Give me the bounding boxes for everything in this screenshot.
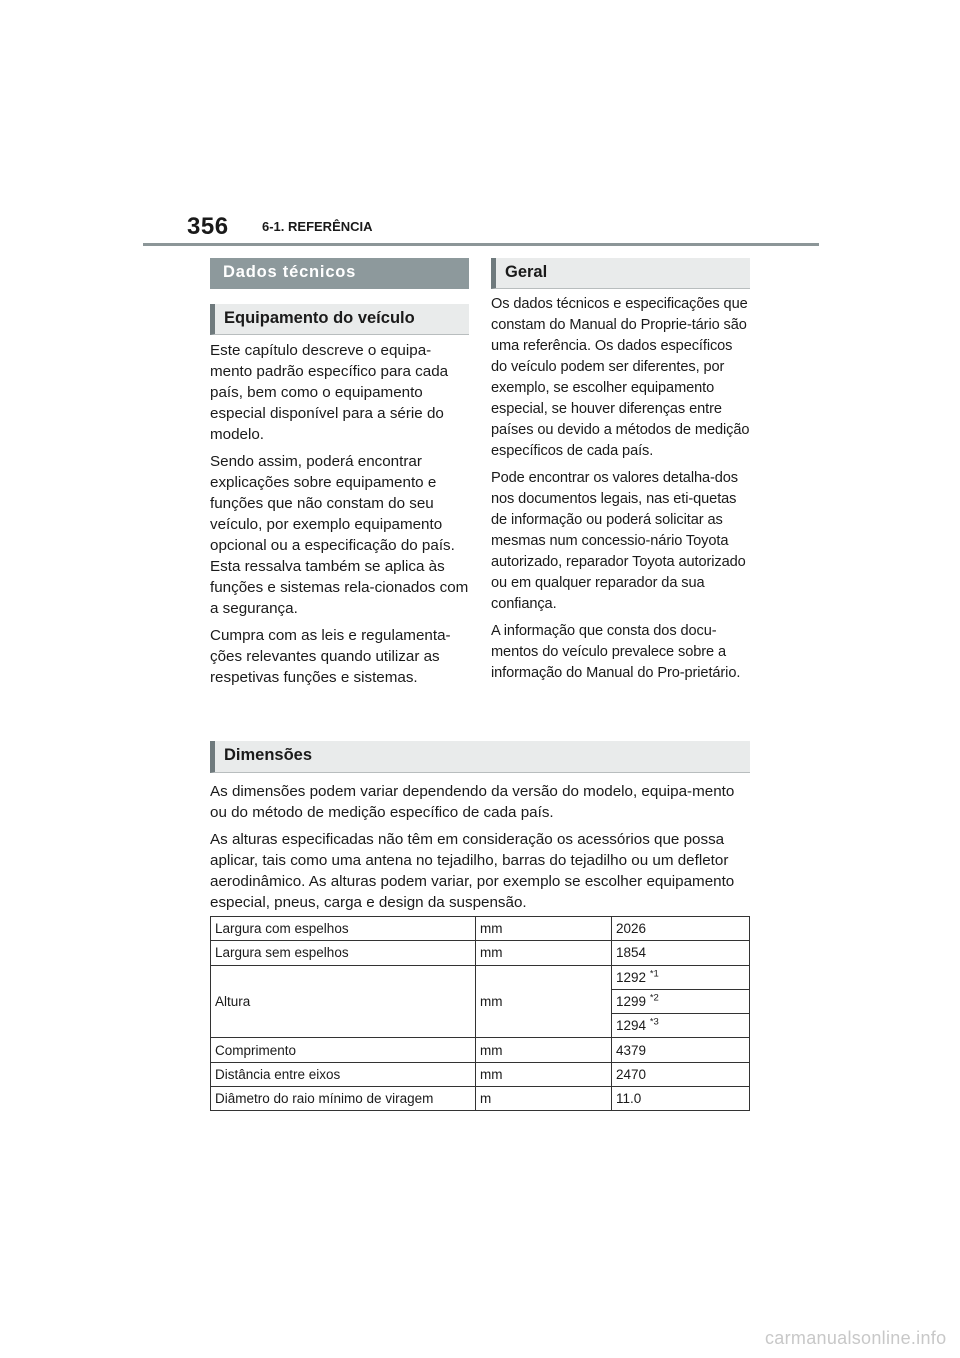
row-value bbox=[612, 989, 750, 1013]
row-value: 2470 bbox=[612, 1062, 750, 1086]
row-unit: mm bbox=[476, 965, 612, 1038]
row-unit: m bbox=[476, 1087, 612, 1111]
header-rule bbox=[143, 243, 819, 246]
row-label: Diâmetro do raio mínimo de viragem bbox=[211, 1087, 476, 1111]
table-row bbox=[211, 1062, 750, 1086]
paragraph: Os dados técnicos e especificações que constam do Manual do Proprie-tário são uma referência. Os dados específicos do veículo podem ser diferentes, por exemplo, se escolher equipamento especial, se houver diferenças entre países ou devido a métodos de medição específicos de cada país. bbox=[491, 296, 750, 459]
dimensions-section bbox=[210, 741, 750, 913]
paragraph: Cumpra com as leis e regulamenta-ções relevantes quando utilizar as respetivas funções e sistemas. bbox=[210, 627, 451, 686]
table-row bbox=[211, 941, 750, 965]
table-row bbox=[211, 1038, 750, 1062]
paragraph: As alturas especificadas não têm em consideração os acessórios que possa aplicar, tais como uma antena no tejadilho, barras do tejadilho ou um defletor aerodinâmico. As alturas podem variar, por exemplo se escolher equipamento especial, pneus, carga e design da suspensão. bbox=[210, 831, 735, 911]
section-label: 6-1. REFERÊNCIA bbox=[262, 219, 373, 234]
table-row bbox=[211, 1087, 750, 1111]
paragraph: A informação que consta dos docu-mentos do veículo prevalece sobre a informação do Manual do Pro-prietário. bbox=[491, 623, 741, 681]
row-value: 11.0 bbox=[612, 1087, 750, 1111]
row-label: Comprimento bbox=[211, 1038, 476, 1062]
subhead-vehicle-equipment: Equipamento do veículo bbox=[210, 304, 469, 335]
value-text: 1294 bbox=[616, 1018, 647, 1034]
row-label: Altura bbox=[211, 965, 476, 1038]
chapter-title: Dados técnicos bbox=[210, 258, 469, 289]
right-column bbox=[491, 258, 750, 684]
row-unit: mm bbox=[476, 1038, 612, 1062]
row-value bbox=[612, 1014, 750, 1038]
row-unit: mm bbox=[476, 1062, 612, 1086]
row-label: Distância entre eixos bbox=[211, 1062, 476, 1086]
row-value: 4379 bbox=[612, 1038, 750, 1062]
footnote-ref: *1 bbox=[649, 968, 659, 980]
paragraph: Este capítulo descreve o equipa-mento padrão específico para cada país, bem como o equipamento especial disponível para a série do modelo. bbox=[210, 342, 449, 443]
paragraph: As dimensões podem variar dependendo da versão do modelo, equipa-mento ou do método de medição específico de cada país. bbox=[210, 783, 735, 821]
left-column bbox=[210, 258, 469, 688]
dimensions-table bbox=[210, 916, 750, 1111]
row-value: 2026 bbox=[612, 917, 750, 941]
row-label: Largura com espelhos bbox=[211, 917, 476, 941]
value-text: 1299 bbox=[616, 994, 647, 1010]
row-unit: mm bbox=[476, 917, 612, 941]
row-label: Largura sem espelhos bbox=[211, 941, 476, 965]
paragraph: Sendo assim, poderá encontrar explicações sobre equipamento e funções que não constam do seu veículo, por exemplo equipamento opcional ou a especificação do país. Esta ressalva também se aplica às funções e sistemas rela-cionados com a segurança. bbox=[210, 453, 469, 617]
subhead-general: Geral bbox=[491, 258, 750, 289]
row-value: 1854 bbox=[612, 941, 750, 965]
watermark: carmanualsonline.info bbox=[765, 1328, 947, 1348]
footnote-ref: *3 bbox=[649, 1016, 659, 1028]
row-unit: mm bbox=[476, 941, 612, 965]
subhead-dimensions: Dimensões bbox=[210, 741, 750, 773]
value-text: 1292 bbox=[616, 969, 647, 985]
row-value bbox=[612, 965, 750, 989]
footnote-ref: *2 bbox=[649, 992, 659, 1004]
table-row bbox=[211, 965, 750, 989]
paragraph: Pode encontrar os valores detalha-dos nos documentos legais, nas eti-quetas de informação ou poderá solicitar as mesmas num concessio-nário Toyota autorizado, reparador Toyota autorizado ou em qualquer reparador da sua confiança. bbox=[491, 470, 746, 612]
page-number: 356 bbox=[187, 213, 229, 240]
table-row bbox=[211, 917, 750, 941]
